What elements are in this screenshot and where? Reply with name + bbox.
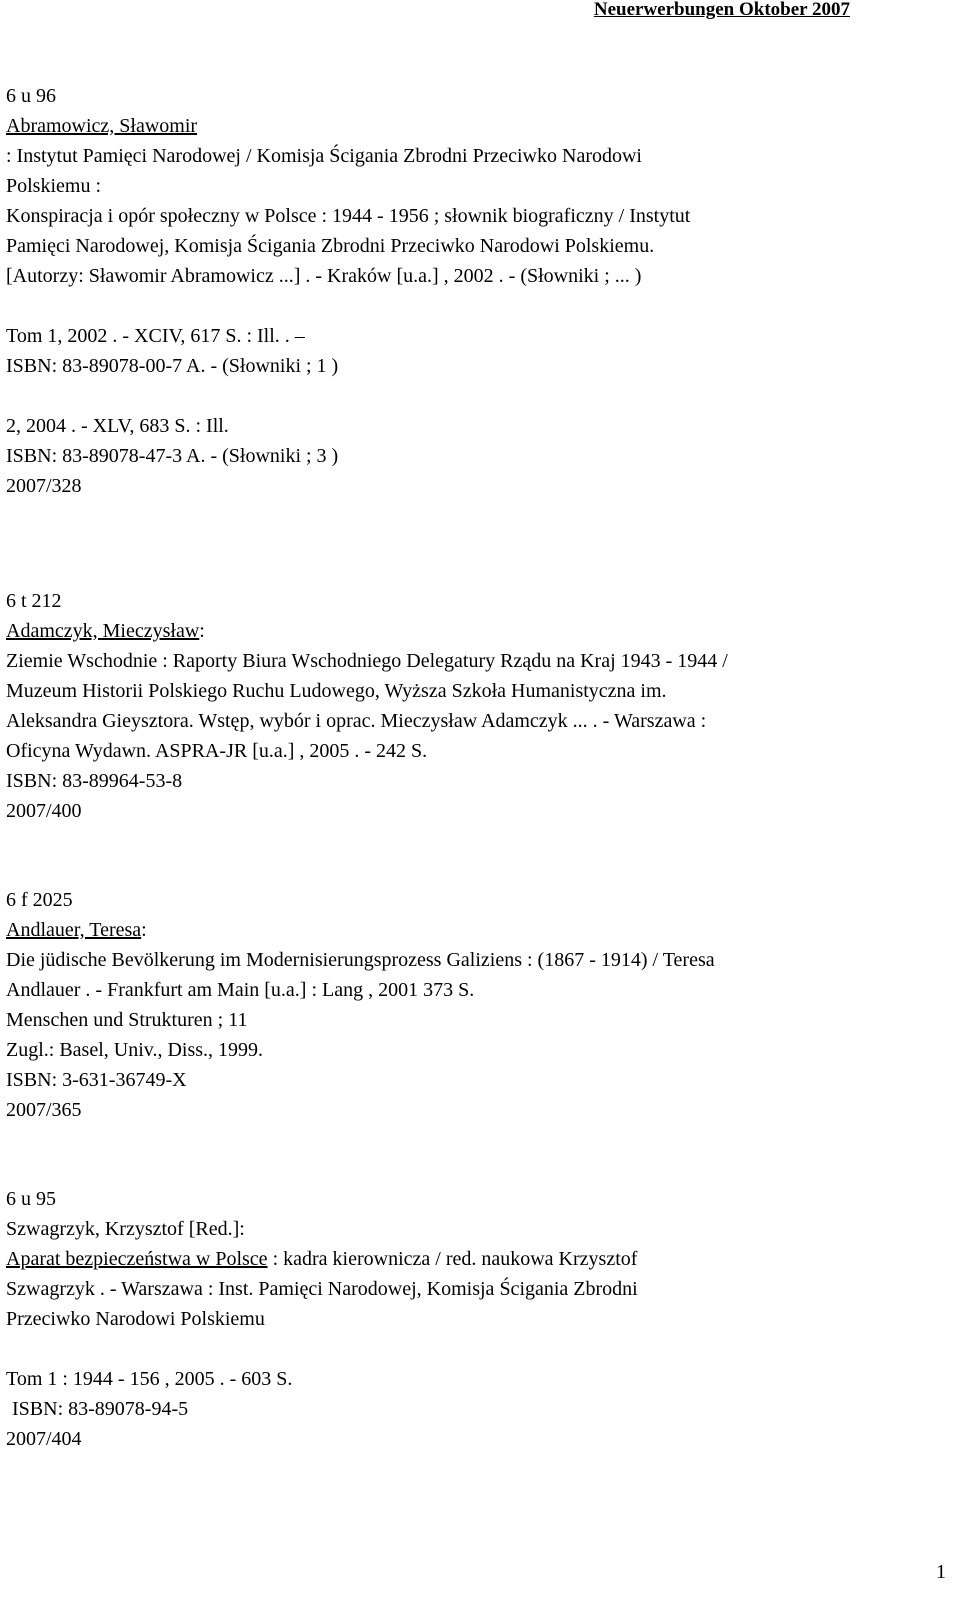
entry-author: Abramowicz, Sławomir xyxy=(6,115,198,137)
entry-title-rest: : kadra kierownicza / red. naukowa Krzysztof xyxy=(267,1248,638,1270)
accession-number: 2007/365 xyxy=(6,1099,82,1121)
entry-text-line: Szwagrzyk . - Warszawa : Inst. Pamięci Narodowej, Komisja Ścigania Zbrodni xyxy=(6,1278,638,1300)
entry-signature: 6 f 2025 xyxy=(6,889,73,911)
volume-line: Tom 1 : 1944 - 156 , 2005 . - 603 S. xyxy=(6,1368,293,1390)
catalog-entry xyxy=(6,81,946,501)
entry-title-underlined: Aparat bezpieczeństwa w Polsce xyxy=(6,1248,268,1270)
entry-series: Menschen und Strukturen ; 11 xyxy=(6,1009,248,1031)
entry-isbn: ISBN: 83-89964-53-8 xyxy=(6,770,183,792)
entry-text-line: Konspiracja i opór społeczny w Polsce : 1944 - 1956 ; słownik biograficzny / Instytut xyxy=(6,205,691,227)
entry-signature: 6 u 96 xyxy=(6,85,56,107)
entry-text-line: Muzeum Historii Polskiego Ruchu Ludowego, Wyższa Szkoła Humanistyczna im. xyxy=(6,680,667,702)
entry-text-line: Aleksandra Gieysztora. Wstęp, wybór i oprac. Mieczysław Adamczyk ... . - Warszawa : xyxy=(6,710,707,732)
volume-isbn: ISBN: 83-89078-47-3 A. - (Słowniki ; 3 ) xyxy=(6,445,339,467)
volume-isbn: ISBN: 83-89078-00-7 A. - (Słowniki ; 1 ) xyxy=(6,355,339,377)
catalog-entry xyxy=(6,1184,946,1454)
page-number: 1 xyxy=(936,1561,946,1583)
volume-line: Tom 1, 2002 . - XCIV, 617 S. : Ill. . – xyxy=(6,325,305,347)
accession-number: 2007/400 xyxy=(6,800,82,822)
accession-number: 2007/328 xyxy=(6,475,82,497)
entry-text-line: Die jüdische Bevölkerung im Modernisierungsprozess Galiziens : (1867 - 1914) / Teresa xyxy=(6,949,715,971)
volume-line: 2, 2004 . - XLV, 683 S. : Ill. xyxy=(6,415,229,437)
entry-text-line: Przeciwko Narodowi Polskiemu xyxy=(6,1308,265,1330)
entry-text-line: [Autorzy: Sławomir Abramowicz ...] . - Kraków [u.a.] , 2002 . - (Słowniki ; ... ) xyxy=(6,265,642,287)
catalog-entry: 6 f 2025 Andlauer, Teresa: Die jüdische Bevölkerung im Modernisierungsprozess Galiziens : (1867 - 1914) / Teresa Andlauer . - Frankfurt am Main [u.a.] : Lang , 2001 373 S. Menschen und Strukturen ; 11 Zugl.: Basel, Univ., Diss., 1999. ISBN: 3-631-36749-X 2007/365 xyxy=(6,885,946,1125)
entry-author: Szwagrzyk, Krzysztof [Red.]: xyxy=(6,1218,245,1240)
entry-author: Adamczyk, Mieczysław xyxy=(6,620,200,642)
entry-text-line: Andlauer . - Frankfurt am Main [u.a.] : Lang , 2001 373 S. xyxy=(6,979,475,1001)
entry-text-line: Polskiemu : xyxy=(6,175,102,197)
page-header-title: Neuerwerbungen Oktober 2007 xyxy=(593,0,850,20)
entry-text-line: : Instytut Pamięci Narodowej / Komisja Ścigania Zbrodni Przeciwko Narodowi xyxy=(6,145,642,167)
entry-signature: 6 t 212 xyxy=(6,590,62,612)
entry-author: Andlauer, Teresa xyxy=(6,919,142,941)
volume-isbn: ISBN: 83-89078-94-5 xyxy=(12,1398,189,1420)
entry-signature: 6 u 95 xyxy=(6,1188,56,1210)
entry-text-line: Oficyna Wydawn. ASPRA-JR [u.a.] , 2005 . - 242 S. xyxy=(6,740,428,762)
accession-number: 2007/404 xyxy=(6,1428,82,1450)
catalog-entry: 6 t 212 Adamczyk, Mieczysław: Ziemie Wschodnie : Raporty Biura Wschodniego Delegatury Rządu na Kraj 1943 - 1944 / Muzeum Historii Polskiego Ruchu Ludowego, Wyższa Szkoła Humanistyczna im. Aleksandra Gieysztora. Wstęp, wybór i oprac. Mieczysław Adamczyk ... . - Warszawa : Oficyna Wydawn. ASPRA-JR [u.a.] , 2005 . - 242 S. ISBN: 83-89964-53-8 2007/400 xyxy=(6,586,946,826)
entry-text-line: Ziemie Wschodnie : Raporty Biura Wschodniego Delegatury Rządu na Kraj 1943 - 1944 / xyxy=(6,650,728,672)
entry-note: Zugl.: Basel, Univ., Diss., 1999. xyxy=(6,1039,264,1061)
entry-isbn: ISBN: 3-631-36749-X xyxy=(6,1069,187,1091)
entry-text-line: Pamięci Narodowej, Komisja Ścigania Zbrodni Przeciwko Narodowi Polskiemu. xyxy=(6,235,655,257)
